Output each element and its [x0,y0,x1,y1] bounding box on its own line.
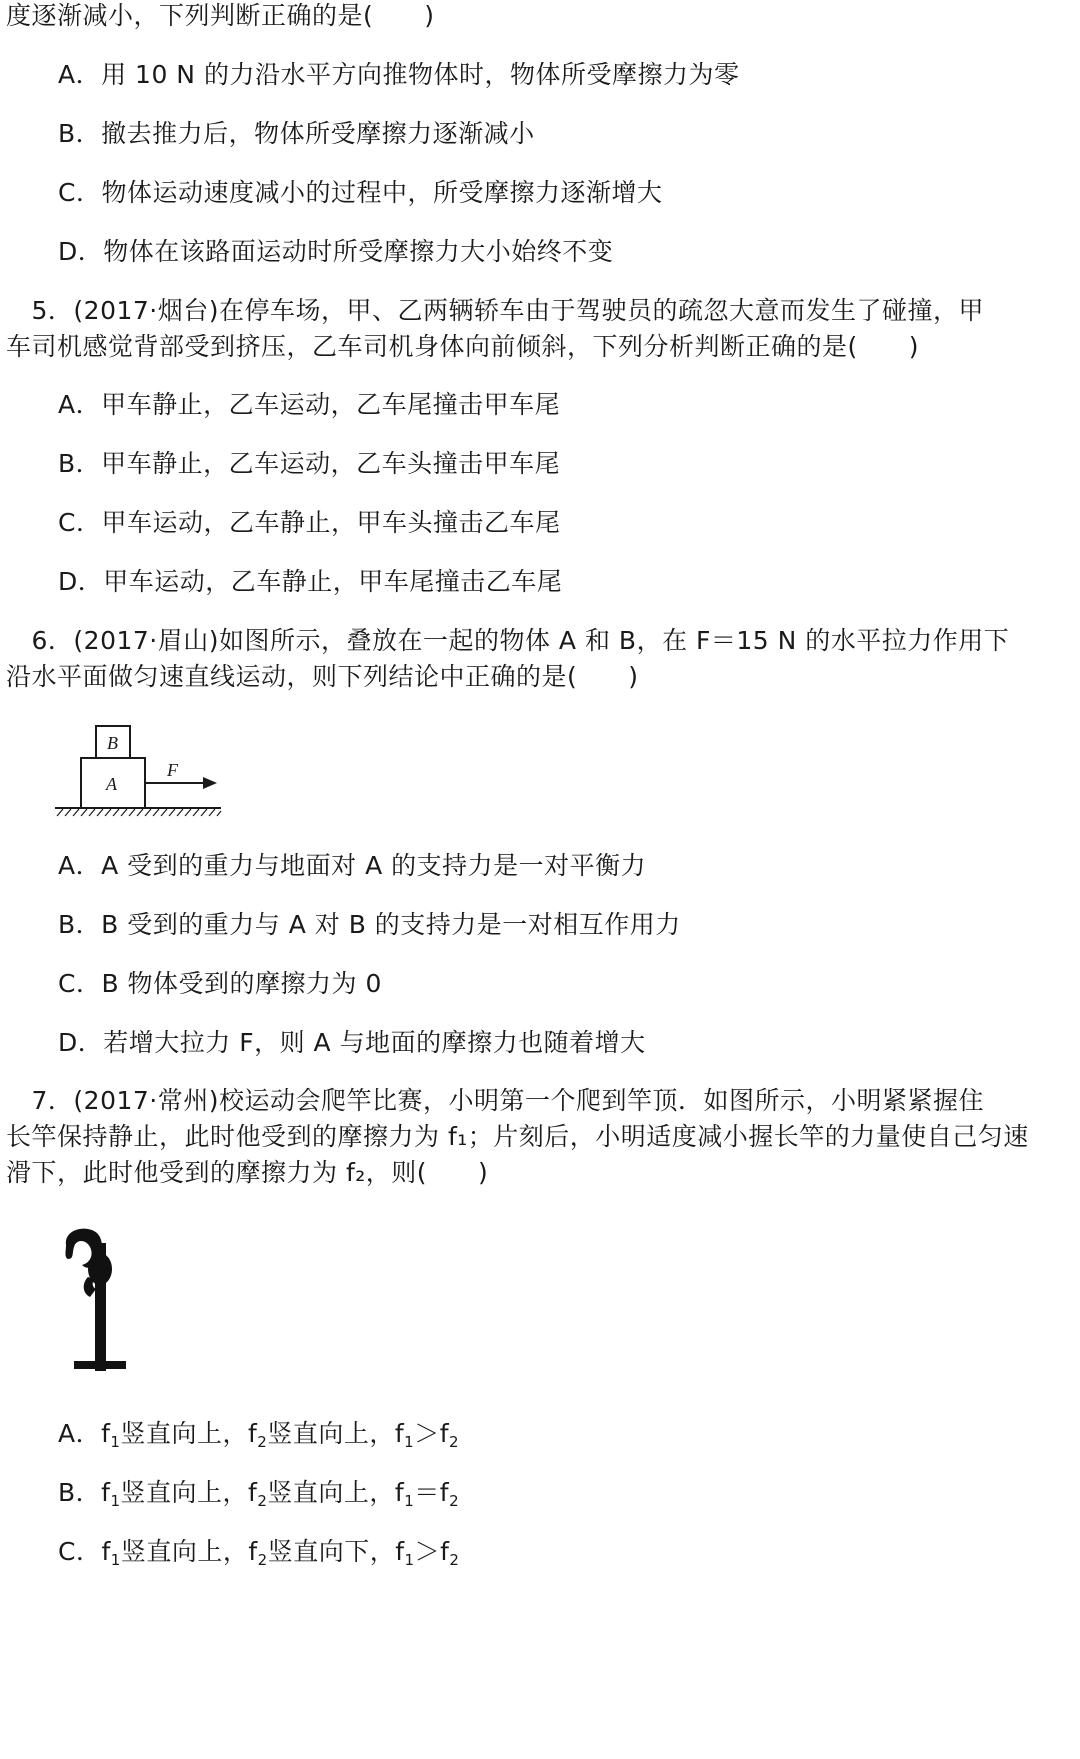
q6-option-d: D．若增大拉力 F，则 A 与地面的摩擦力也随着增大 [58,1028,646,1057]
q5-stem-line1: 5．(2017·烟台)在停车场，甲、乙两辆轿车由于驾驶员的疏忽大意而发生了碰撞，甲 [6,296,984,325]
pole-climber-figure [60,1225,150,1375]
q7-option-b: B．$f_1$竖直向上，$f_2$竖直向上，$f_1=f_2$ [58,1478,460,1510]
q6-stem-line2: 沿水平面做匀速直线运动，则下列结论中正确的是( ) [6,662,639,691]
q4-option-a: A．用 10 N 的力沿水平方向推物体时，物体所受摩擦力为零 [58,60,740,89]
q7-stem-line3: 滑下，此时他受到的摩擦力为 f₂，则( ) [6,1158,489,1187]
q5-option-a: A．甲车静止，乙车运动，乙车尾撞击甲车尾 [58,390,561,419]
q7-stem-line1: 7．(2017·常州)校运动会爬竿比赛，小明第一个爬到竿顶．如图所示，小明紧紧握住 [6,1086,984,1115]
q5-option-d: D．甲车运动，乙车静止，甲车尾撞击乙车尾 [58,567,563,596]
q6-option-c: C．B 物体受到的摩擦力为 0 [58,969,382,998]
pole-base [74,1361,126,1369]
label-a: A [106,774,117,794]
label-f: F [167,760,178,780]
force-arrow-head [203,777,217,789]
q5-option-b: B．甲车静止，乙车运动，乙车头撞击甲车尾 [58,449,561,478]
q6-option-a: A．A 受到的重力与地面对 A 的支持力是一对平衡力 [58,851,647,880]
q6-stem-line1: 6．(2017·眉山)如图所示，叠放在一起的物体 A 和 B，在 F＝15 N 的水平拉力作用下 [6,626,1010,655]
q5-option-c: C．甲车运动，乙车静止，甲车头撞击乙车尾 [58,508,561,537]
q5-stem-line2: 车司机感觉背部受到挤压，乙车司机身体向前倾斜，下列分析判断正确的是( ) [6,332,920,361]
q4-stem-tail: 度逐渐减小，下列判断正确的是( ) [6,1,435,30]
q7-option-c: C．$f_1$竖直向上，$f_2$竖直向下，$f_1>f_2$ [58,1537,460,1569]
label-b: B [107,733,118,753]
q7-option-a: A．$f_1$竖直向上，$f_2$竖直向上，$f_1>f_2$ [58,1419,460,1451]
q4-option-d: D．物体在该路面运动时所受摩擦力大小始终不变 [58,237,614,266]
q7-stem-line2: 长竿保持静止，此时他受到的摩擦力为 f₁；片刻后，小明适度减小握长竿的力量使自己匀速 [6,1122,1029,1151]
q4-option-c: C．物体运动速度减小的过程中，所受摩擦力逐渐增大 [58,178,663,207]
q4-option-b: B．撤去推力后，物体所受摩擦力逐渐减小 [58,119,535,148]
stacked-blocks-figure [55,718,255,830]
ground-hatching [57,809,221,816]
q6-option-b: B．B 受到的重力与 A 对 B 的支持力是一对相互作用力 [58,910,681,939]
